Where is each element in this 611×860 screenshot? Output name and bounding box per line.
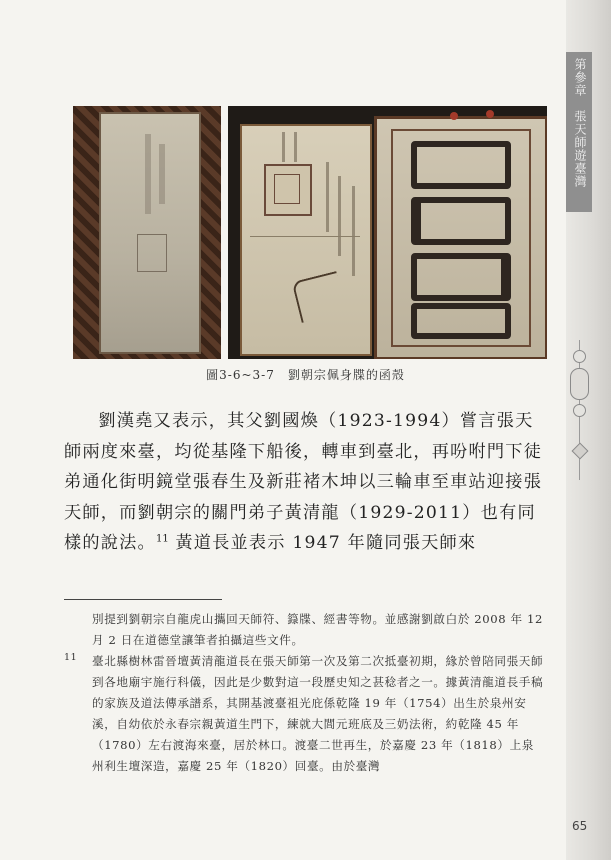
chapter-title: 張天師遊臺灣 (573, 110, 587, 188)
red-seal-mark (486, 110, 494, 118)
chapter-label: 第參章 (573, 58, 587, 97)
calligraphy-glyph (411, 141, 511, 189)
calligraphy-glyph (411, 303, 511, 339)
chapter-side-tab (566, 52, 592, 212)
stamp-mark (137, 234, 167, 272)
photo-talisman-case-front (73, 106, 221, 359)
ornament-bead-icon (573, 350, 586, 363)
ornament-bead-icon (573, 404, 586, 417)
footnote-number: 11 (64, 652, 78, 663)
footnote-ref[interactable]: 11 (155, 533, 169, 545)
signature-scrawl (292, 271, 347, 323)
footnote-text: 臺北縣樹林雷晉壇黃清龍道長在張天師第一次及第二次抵臺初期，緣於曾陪同張天師到各地廟宇施行科儀，因此是少數對這一段歷史知之甚稔者之一。據黃清龍道長手稿的家族及道法傳承譜系，其開基渡臺祖光庇係乾隆 19 年（1754）出生於泉州安溪，自幼依於永春宗親黃道生門下，練就大閭元班底及三奶法術，約乾隆 45 年（1780）左右渡海來臺，居於林口。渡臺二世再生，於嘉慶 23 年（1818）上泉州利生壇深造，嘉慶 25 年（1820）回臺。由於臺灣 (92, 654, 544, 773)
certificate-document (240, 124, 372, 356)
photo-talisman-case-open (228, 106, 547, 359)
footnotes (64, 609, 546, 777)
paragraph-text: 劉漢堯又表示，其父劉國煥（1923-1994）嘗言張天師兩度來臺，均從基隆下船後，轉車到臺北，再吩咐門下徒弟通化街明鏡堂張春生及新莊褚木坤以三輪車至車站迎接張天師，而劉朝宗的關門弟子黃清龍（1929-2011）也有同樣的說法。 (64, 411, 543, 553)
paragraph-text-tail: 黃道長並表示 1947 年隨同張天師來 (175, 533, 477, 553)
footnote-11 (64, 651, 546, 777)
seal-stamp (264, 164, 312, 216)
talisman-board (101, 114, 199, 352)
page-number: 65 (572, 819, 588, 833)
footnote-divider (64, 599, 222, 600)
footnote-continuation: 別提到劉朝宗自龍虎山攜回天師符、籙牒、經書等物。並感謝劉啟白於 2008 年 12 月 2 日在道德堂讓筆者拍攝這些文件。 (92, 612, 543, 647)
figure-caption: 圖3-6~3-7 劉朝宗佩身牒的函殼 (206, 368, 405, 382)
case-cover (374, 116, 547, 359)
calligraphy-glyph (411, 253, 511, 301)
calligraphy-glyph (411, 197, 511, 245)
red-seal-mark (450, 112, 458, 120)
body-paragraph (64, 406, 546, 559)
